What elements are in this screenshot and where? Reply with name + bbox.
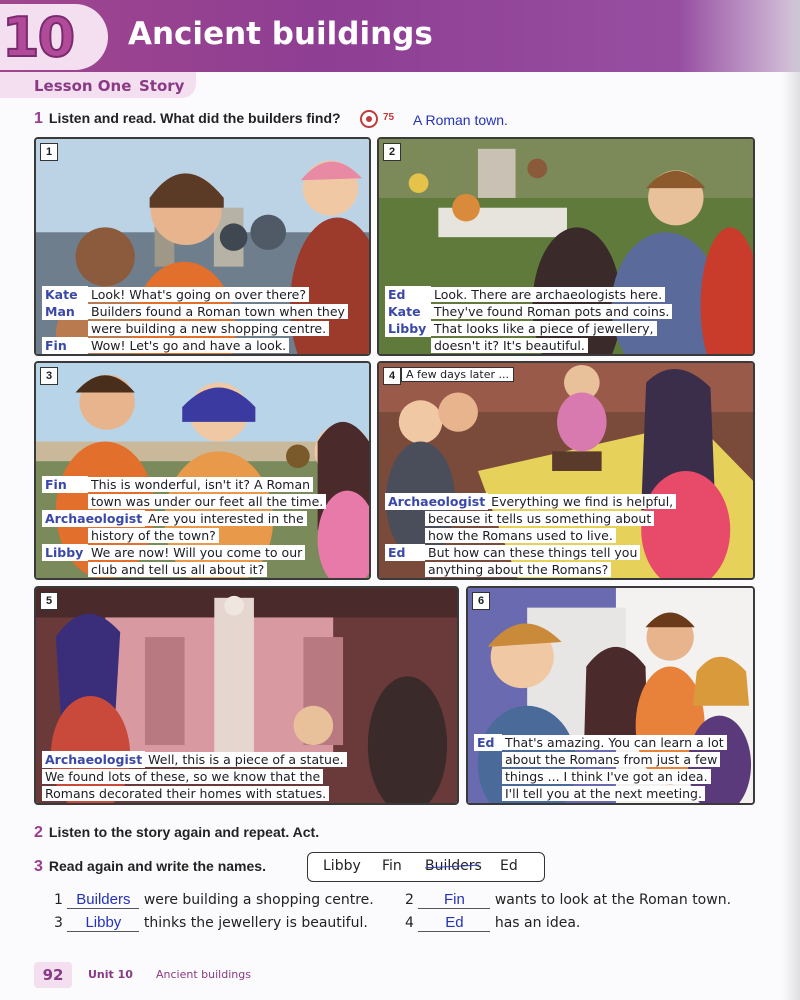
dialogue-line — [385, 510, 676, 527]
speaker-name: Archaeologist — [42, 510, 145, 527]
item-number: 3 — [54, 915, 63, 931]
answer-blank[interactable]: Builders — [67, 891, 139, 909]
dialogue-line — [474, 734, 727, 751]
panel-2-dialogue — [385, 286, 672, 354]
speech-text: club and tell us all about it? — [88, 562, 267, 577]
speaker-name: Ed — [385, 286, 431, 303]
item-number: 1 — [54, 892, 63, 908]
speech-text: how the Romans used to live. — [425, 528, 616, 543]
dialogue-line — [42, 476, 326, 493]
dialogue-line — [42, 768, 347, 785]
panel-number: 1 — [40, 143, 58, 161]
dialogue-line — [385, 527, 676, 544]
dialogue-line — [42, 544, 326, 561]
dialogue-line — [385, 544, 676, 561]
answer-blank[interactable]: Fin — [418, 891, 490, 909]
speaker-name: Ed — [474, 734, 502, 751]
panel-number: 3 — [40, 367, 58, 385]
speech-text: This is wonderful, isn't it? A Roman — [88, 477, 313, 492]
item-text: wants to look at the Roman town. — [494, 892, 732, 908]
item-text: were building a shopping centre. — [143, 892, 374, 908]
speech-text: anything about the Romans? — [425, 562, 611, 577]
speech-text: were building a new shopping centre. — [88, 321, 329, 336]
dialogue-line — [474, 768, 727, 785]
answer-blank[interactable]: Ed — [418, 914, 490, 932]
speech-text: That's amazing. You can learn a lot — [502, 735, 727, 750]
dialogue-line — [385, 493, 676, 510]
speech-text: doesn't it? It's beautiful. — [431, 338, 588, 353]
exercise-3-item-3 — [54, 914, 368, 932]
dialogue-line — [42, 493, 326, 510]
speaker-name: Libby — [385, 320, 431, 337]
speech-text: Builders found a Roman town when they — [88, 304, 348, 319]
exercise-number: 1 — [34, 110, 43, 127]
panel-4-dialogue — [385, 493, 676, 578]
cd-audio-icon[interactable] — [360, 110, 378, 128]
instruction-text: Listen and read. What did the builders find? — [48, 110, 341, 126]
comic-panel-4 — [377, 361, 755, 580]
unit-number: 10 — [2, 6, 74, 69]
dialogue-line — [474, 751, 727, 768]
comic-panel-1 — [34, 137, 371, 356]
speech-text: Look! What's going on over there? — [88, 287, 309, 302]
dialogue-line — [385, 337, 672, 354]
panel-5-dialogue — [42, 751, 347, 802]
speech-text: history of the town? — [88, 528, 219, 543]
speech-text: We are now! Will you come to our — [88, 545, 305, 560]
item-text: has an idea. — [494, 915, 581, 931]
panel-3-dialogue — [42, 476, 326, 578]
comic-panel-6 — [466, 586, 755, 805]
speaker-name: Fin — [42, 476, 88, 493]
speech-text: But how can these things tell you — [425, 545, 640, 560]
panel-number: 5 — [40, 592, 58, 610]
dialogue-line — [42, 751, 347, 768]
word-bank-item: Builders — [425, 858, 482, 874]
dialogue-line — [385, 320, 672, 337]
speaker-name: Ed — [385, 544, 425, 561]
exercise-2-instruction — [34, 824, 319, 842]
dialogue-line — [42, 527, 326, 544]
panel-6-dialogue — [474, 734, 727, 802]
unit-title: Ancient buildings — [128, 16, 433, 52]
speech-text: Everything we find is helpful, — [488, 494, 676, 509]
speaker-name: Fin — [42, 337, 88, 354]
speech-text: I'll tell you at the next meeting. — [502, 786, 705, 801]
unit-header-banner — [0, 0, 800, 72]
dialogue-line — [385, 561, 676, 578]
speaker-name: Archaeologist — [42, 751, 145, 768]
dialogue-line — [42, 320, 348, 337]
speech-text: They've found Roman pots and coins. — [431, 304, 672, 319]
lesson-section-label: Story — [139, 77, 185, 95]
instruction-text: Read again and write the names. — [48, 858, 266, 874]
dialogue-line — [385, 286, 672, 303]
exercise-3-item-1 — [54, 891, 374, 909]
comic-panel-2 — [377, 137, 755, 356]
comic-panel-3 — [34, 361, 371, 580]
speaker-name: Kate — [42, 286, 88, 303]
dialogue-line — [42, 510, 326, 527]
speaker-name: Archaeologist — [385, 493, 488, 510]
dialogue-line — [42, 785, 347, 802]
speaker-name: Libby — [42, 544, 88, 561]
item-text: thinks the jewellery is beautiful. — [143, 915, 368, 931]
speech-text: Are you interested in the — [145, 511, 306, 526]
answer-blank[interactable]: Libby — [67, 914, 139, 932]
panel-number: 2 — [383, 143, 401, 161]
dialogue-line — [385, 303, 672, 320]
panel-number: 6 — [472, 592, 490, 610]
item-number: 4 — [405, 915, 414, 931]
speech-text: Look. There are archaeologists here. — [431, 287, 665, 302]
speech-text: That looks like a piece of jewellery, — [431, 321, 657, 336]
comic-panel-5 — [34, 586, 459, 805]
exercise-3-item-4 — [405, 914, 580, 932]
handwritten-answer: A Roman town. — [413, 112, 508, 128]
word-bank-item: Libby — [323, 858, 361, 874]
page-number: 92 — [34, 962, 72, 988]
footer-unit: Unit 10 — [88, 968, 133, 981]
instruction-text: Listen to the story again and repeat. Act. — [48, 824, 320, 840]
exercise-3-item-2 — [405, 891, 731, 909]
speech-text: Well, this is a piece of a statue. — [145, 752, 346, 767]
speech-text: Romans decorated their homes with statues. — [42, 786, 329, 801]
word-bank-item: Ed — [500, 858, 518, 874]
exercise-number: 3 — [34, 858, 43, 875]
dialogue-line — [42, 561, 326, 578]
speech-text: things ... I think I've got an idea. — [502, 769, 711, 784]
exercise-3-instruction — [34, 858, 266, 876]
item-number: 2 — [405, 892, 414, 908]
speech-text: because it tells us something about — [425, 511, 654, 526]
lesson-label: Lesson One — [34, 77, 132, 95]
speaker-name: Kate — [385, 303, 431, 320]
speech-text: Wow! Let's go and have a look. — [88, 338, 289, 353]
book-spine-shadow — [782, 0, 800, 1000]
dialogue-line — [42, 303, 348, 320]
panel-1-dialogue — [42, 286, 348, 354]
speech-text: town was under our feet all the time. — [88, 494, 326, 509]
word-bank-item: Fin — [382, 858, 402, 874]
speech-text: We found lots of these, so we know that the — [42, 769, 323, 784]
exercise-1-instruction — [34, 110, 341, 128]
exercise-number: 2 — [34, 824, 43, 841]
dialogue-line — [42, 337, 348, 354]
dialogue-line — [474, 785, 727, 802]
audio-track-number: 75 — [383, 112, 395, 123]
speech-text: about the Romans from just a few — [502, 752, 720, 767]
time-caption: A few days later ... — [401, 367, 514, 382]
speaker-name: Man — [42, 303, 88, 320]
panel-number: 4 — [383, 367, 401, 385]
dialogue-line — [42, 286, 348, 303]
footer-title: Ancient buildings — [156, 968, 251, 981]
